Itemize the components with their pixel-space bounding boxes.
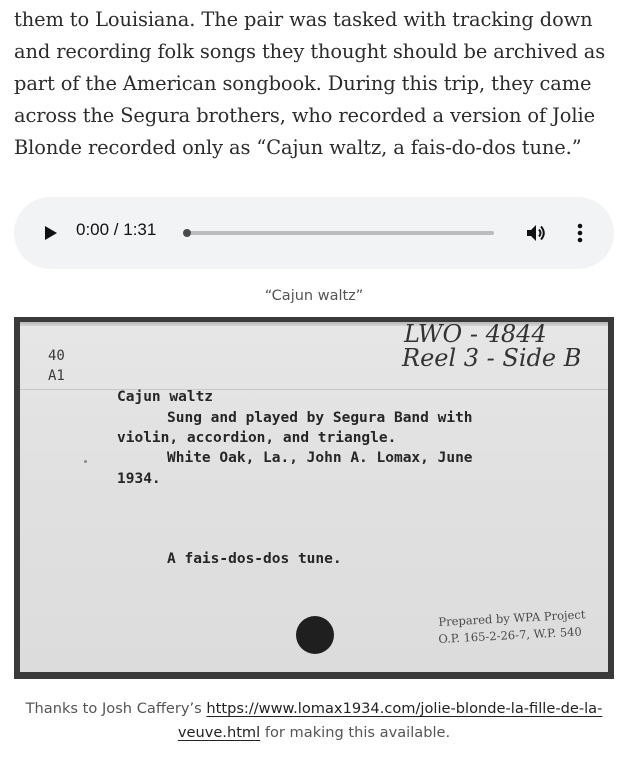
card-number: 40 xyxy=(48,348,65,364)
credit-line xyxy=(14,697,614,745)
card-stamp: Prepared by WPA Project xyxy=(438,607,586,629)
handwritten-reel-side: Reel 3 - Side B xyxy=(402,344,582,372)
index-card xyxy=(20,322,608,672)
card-punch-hole xyxy=(296,616,334,654)
card-note: A fais-dos-dos tune. xyxy=(167,551,342,567)
card-body-line: White Oak, La., John A. Lomax, June xyxy=(167,450,473,466)
credit-prefix: Thanks to Josh Caffery’s xyxy=(25,700,207,717)
card-speck xyxy=(84,460,87,463)
card-number: A1 xyxy=(48,368,65,384)
article-line: them to Louisiana. The pair was tasked with tracking down xyxy=(14,8,593,31)
article-line: across the Segura brothers, who recorded a version of Jolie xyxy=(14,104,595,127)
play-icon[interactable] xyxy=(44,225,58,241)
more-vertical-icon[interactable] xyxy=(574,221,586,245)
card-body-line: Sung and played by Segura Band with xyxy=(167,410,473,426)
source-link-text: https://www.lomax1934.com/jolie-blonde-la-fille-de-la- xyxy=(206,700,603,717)
progress-slider[interactable] xyxy=(186,231,494,235)
audio-player xyxy=(14,197,614,269)
volume-icon[interactable] xyxy=(524,221,548,245)
time-display: 0:00 / 1:31 xyxy=(76,220,157,239)
source-link-text: veuve.html xyxy=(177,724,261,741)
card-body-line: 1934. xyxy=(117,471,161,487)
card-ruled-line xyxy=(20,389,608,390)
card-body-line: violin, accordion, and triangle. xyxy=(117,430,397,446)
index-card-image xyxy=(14,317,614,679)
article-line: part of the American songbook. During this trip, they came xyxy=(14,72,592,95)
article-line: Blonde recorded only as “Cajun waltz, a fais-do-dos tune.” xyxy=(14,136,582,159)
article-line: and recording folk songs they thought should be archived as xyxy=(14,40,606,63)
progress-thumb[interactable] xyxy=(183,229,191,237)
card-title: Cajun waltz xyxy=(117,389,214,405)
card-stamp: O.P. 165-2-26-7, W.P. 540 xyxy=(438,624,583,646)
credit-suffix: for making this available. xyxy=(260,724,451,741)
handwritten-catalog-number: LWO - 4844 xyxy=(404,322,547,348)
audio-caption: “Cajun waltz” xyxy=(264,288,364,304)
article-paragraph xyxy=(14,4,614,164)
